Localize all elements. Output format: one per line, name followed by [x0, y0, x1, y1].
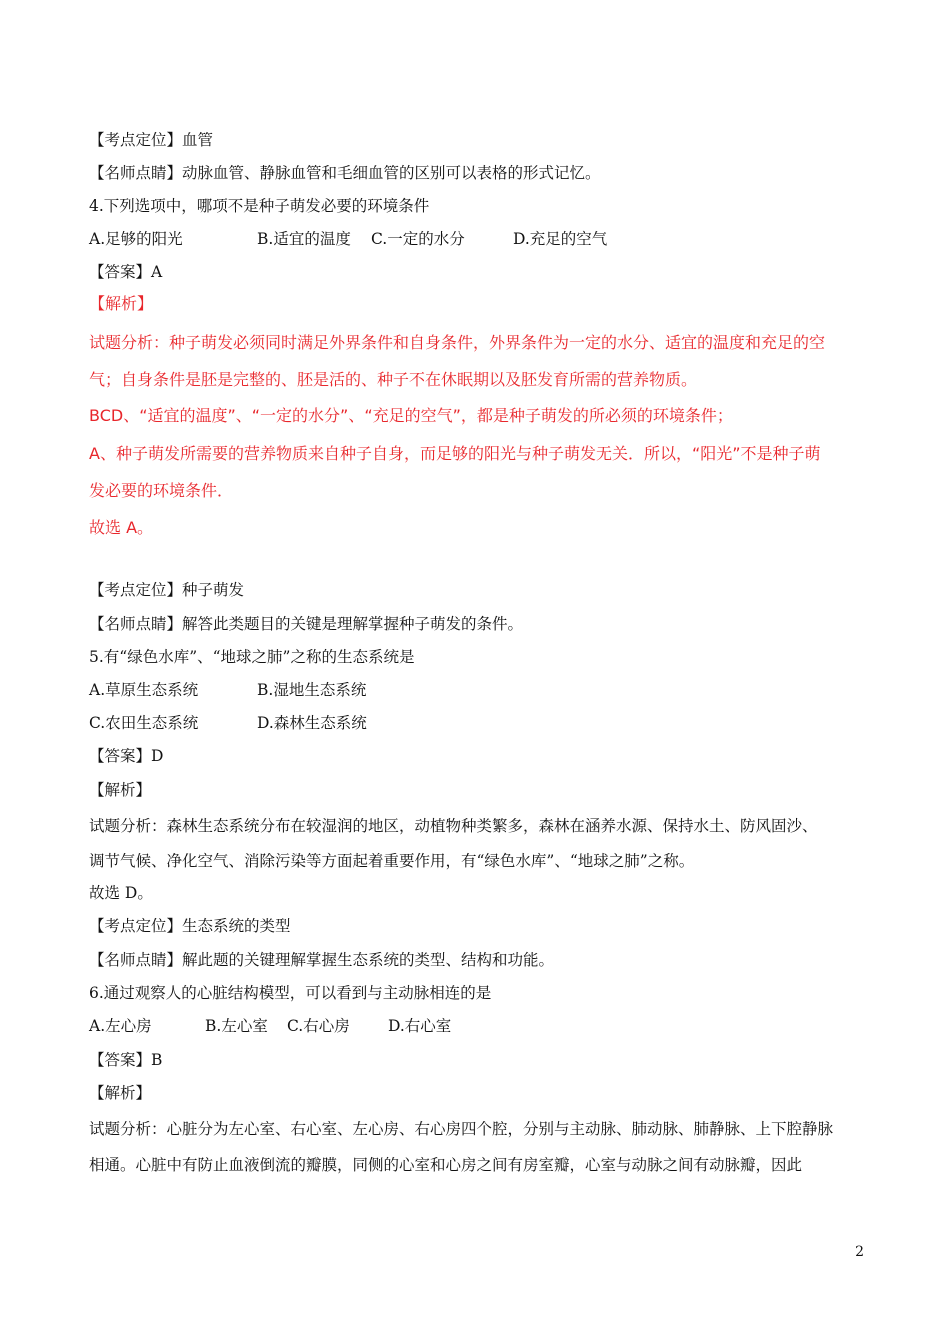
q6-options: [89, 1016, 451, 1036]
q4-option-c: C.一定的水分: [371, 230, 465, 248]
q3-kaodian: 【考点定位】血管: [89, 131, 214, 149]
q5-analysis-line: 调节气候、净化空气、消除污染等方面起着重要作用，有“绿色水库”、“地球之肺”之称。: [89, 852, 695, 870]
q6-option-c: C.右心房: [287, 1017, 350, 1035]
q6-option-b: B.左心室: [205, 1017, 268, 1035]
q6-option-a: A.左心房: [89, 1017, 152, 1035]
q6-option-d: D.右心室: [388, 1017, 452, 1035]
q4-analysis-line: 试题分析：种子萌发必须同时满足外界条件和自身条件，外界条件为一定的水分、适宜的温度和充足的空: [89, 333, 826, 352]
q4-analysis-line: 故选 A。: [89, 518, 154, 537]
q4-options: [89, 229, 607, 249]
q6-analysis-line: 相通。心脏中有防止血液倒流的瓣膜，同侧的心室和心房之间有房室瓣，心室与动脉之间有动脉瓣，因此: [89, 1156, 803, 1174]
q3-mingshi: 【名师点睛】动脉血管、静脉血管和毛细血管的区别可以表格的形式记忆。: [89, 164, 601, 182]
q5-options-row1: [89, 680, 366, 700]
q4-jiexi-label: 【解析】: [89, 294, 154, 313]
q5-option-d: D.森林生态系统: [257, 714, 367, 732]
q4-analysis-line: 气；自身条件是胚是完整的、胚是活的、种子不在休眠期以及胚发育所需的营养物质。: [89, 370, 698, 389]
q5-analysis-line: 故选 D。: [89, 884, 153, 902]
q5-option-b: B.湿地生态系统: [257, 681, 367, 699]
q5-options-row2: [89, 713, 367, 733]
q4-analysis-line: 发必要的环境条件．: [89, 481, 234, 500]
q6-analysis-line: 试题分析：心脏分为左心室、右心室、左心房、右心房四个腔，分别与主动脉、肺动脉、肺静脉、上下腔静脉: [89, 1120, 834, 1138]
q4-answer: 【答案】A: [89, 263, 163, 281]
q5-question: 5.有“绿色水库”、“地球之肺”之称的生态系统是: [89, 648, 415, 666]
q4-question: 4.下列选项中，哪项不是种子萌发必要的环境条件: [89, 197, 430, 215]
q4-option-d: D.充足的空气: [513, 230, 608, 248]
q4-option-a: A.足够的阳光: [89, 230, 183, 248]
q4-mingshi: 【名师点睛】解答此类题目的关键是理解掌握种子萌发的条件。: [89, 615, 524, 633]
q5-answer: 【答案】D: [89, 747, 164, 765]
q4-analysis-line: BCD、“适宜的温度”、“一定的水分”、“充足的空气”，都是种子萌发的所必须的环境条件；: [89, 406, 733, 425]
q5-option-a: A.草原生态系统: [89, 681, 199, 699]
q5-analysis-line: 试题分析：森林生态系统分布在较湿润的地区，动植物种类繁多，森林在涵养水源、保持水土、防风固沙、: [89, 817, 818, 835]
q5-mingshi: 【名师点睛】解此题的关键理解掌握生态系统的类型、结构和功能。: [89, 951, 555, 969]
q5-kaodian: 【考点定位】生态系统的类型: [89, 917, 291, 935]
page-number: 2: [855, 1244, 864, 1260]
q4-kaodian: 【考点定位】种子萌发: [89, 581, 245, 599]
q5-option-c: C.农田生态系统: [89, 714, 199, 732]
q5-jiexi-label: 【解析】: [89, 781, 152, 799]
q6-jiexi-label: 【解析】: [89, 1084, 152, 1102]
q4-option-b: B.适宜的温度: [257, 230, 351, 248]
q6-question: 6.通过观察人的心脏结构模型，可以看到与主动脉相连的是: [89, 984, 492, 1002]
q6-answer: 【答案】B: [89, 1051, 163, 1069]
q4-analysis-line: A、种子萌发所需要的营养物质来自种子自身，而足够的阳光与种子萌发无关．所以，“阳光”不是种子萌: [89, 444, 821, 463]
